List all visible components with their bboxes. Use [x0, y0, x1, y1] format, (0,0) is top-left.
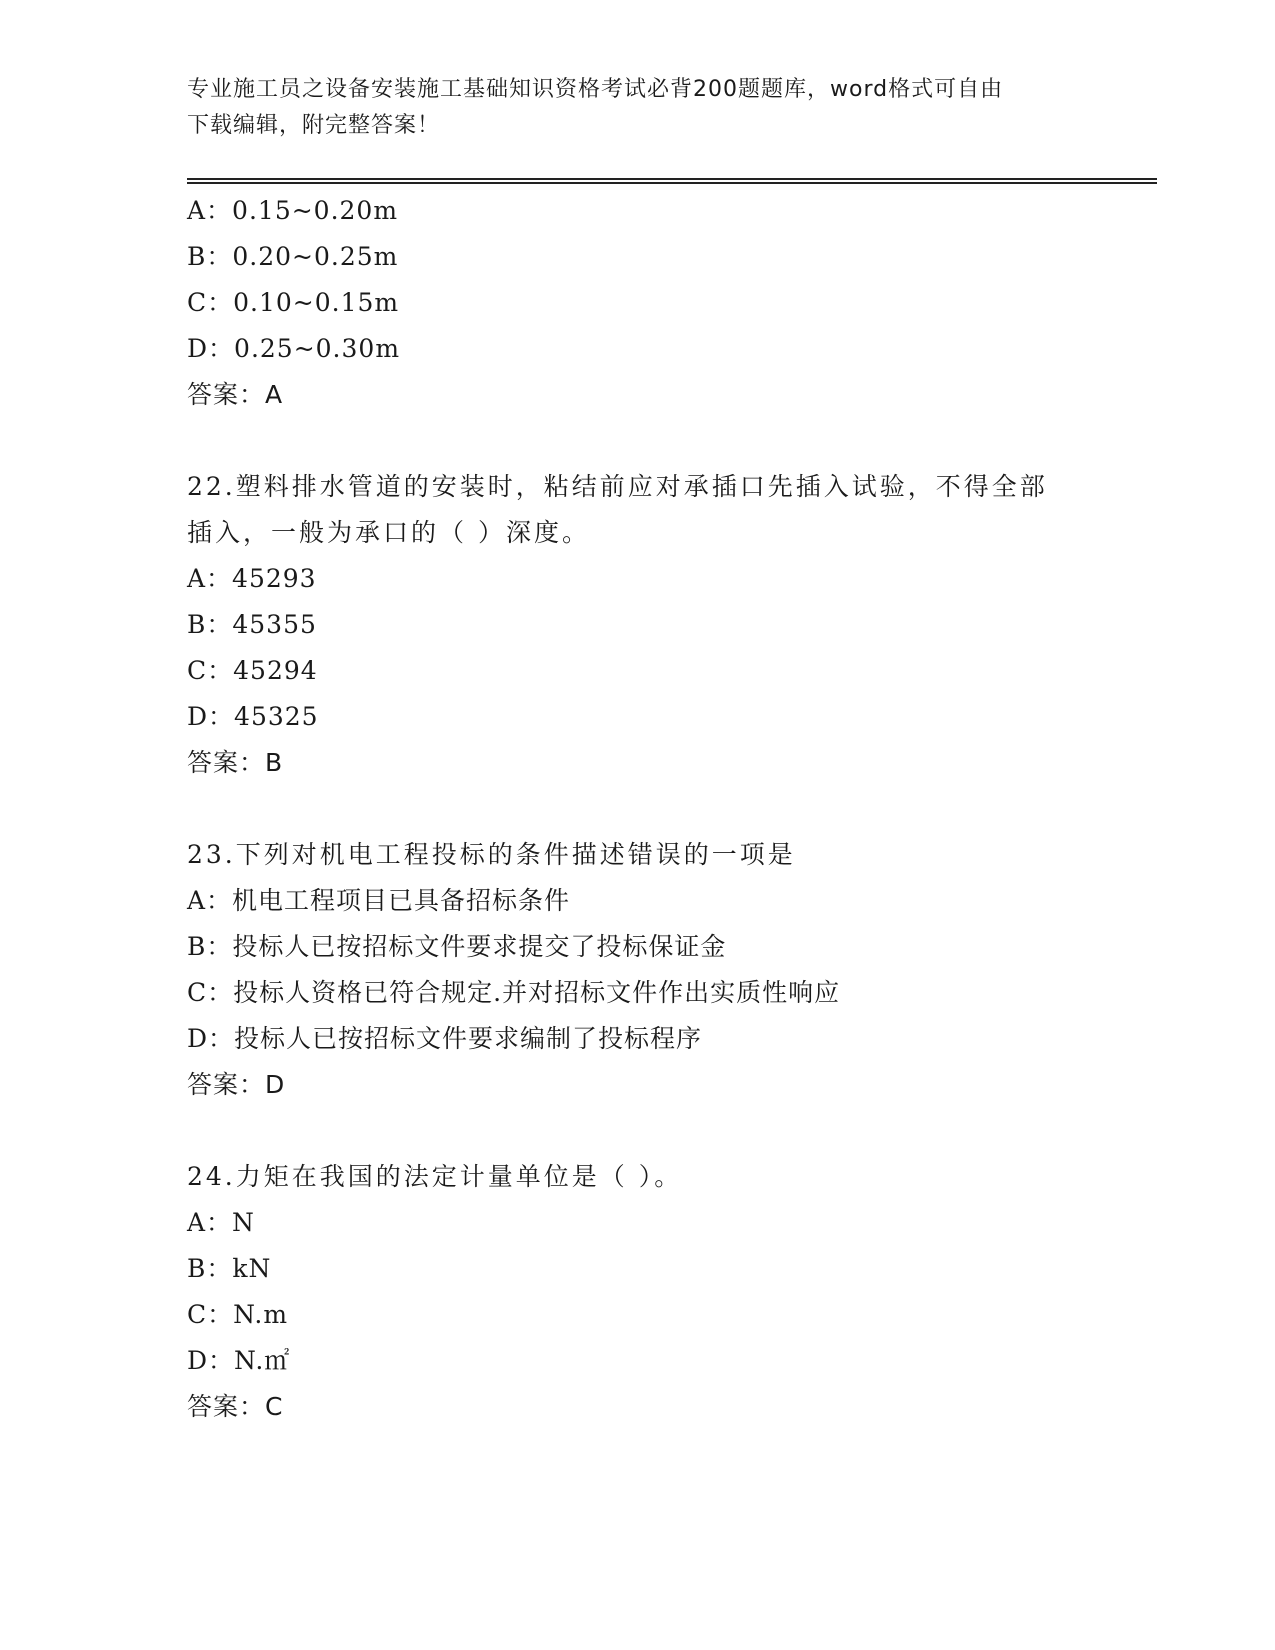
option-d: D：N.㎡ [187, 1346, 291, 1375]
option-d: D：投标人已按招标文件要求编制了投标程序 [187, 1024, 703, 1053]
option-c: C：投标人资格已符合规定.并对招标文件作出实质性响应 [187, 978, 841, 1007]
option-a: A：N [187, 1208, 255, 1237]
option-b: B：45355 [187, 610, 317, 639]
question-stem-line-1: 22.塑料排水管道的安装时，粘结前应对承插口先插入试验，不得全部 [187, 472, 1048, 501]
question-23 [187, 832, 1087, 1108]
header-line-1: 专业施工员之设备安装施工基础知识资格考试必背200题题库，word格式可自由 [187, 77, 1004, 102]
option-a: A：0.15~0.20m [187, 196, 399, 225]
option-b: B：kN [187, 1254, 272, 1283]
option-c: C：0.10~0.15m [187, 288, 400, 317]
option-c: C：45294 [187, 656, 318, 685]
document-header [187, 72, 1087, 144]
question-22 [187, 464, 1087, 786]
option-a: A：45293 [187, 564, 317, 593]
question-24 [187, 1154, 1087, 1430]
question-stem-line-2: 插入，一般为承口的（ ）深度。 [187, 518, 590, 547]
answer-line: 答案：D [187, 1070, 286, 1099]
header-line-2: 下载编辑，附完整答案！ [187, 113, 441, 138]
question-stem-line-1: 23.下列对机电工程投标的条件描述错误的一项是 [187, 840, 796, 869]
answer-line: 答案：C [187, 1392, 284, 1421]
option-b: B：0.20~0.25m [187, 242, 399, 271]
header-divider [187, 178, 1157, 184]
question-stem-line-1: 24.力矩在我国的法定计量单位是（ ）。 [187, 1162, 683, 1191]
option-d: D：0.25~0.30m [187, 334, 401, 363]
answer-line: 答案：B [187, 748, 284, 777]
option-a: A：机电工程项目已具备招标条件 [187, 886, 571, 915]
answer-line: 答案：A [187, 380, 284, 409]
option-b: B：投标人已按招标文件要求提交了投标保证金 [187, 932, 727, 961]
option-c: C：N.m [187, 1300, 289, 1329]
question-list [187, 188, 1087, 1430]
question-21 [187, 188, 1087, 418]
option-d: D：45325 [187, 702, 319, 731]
